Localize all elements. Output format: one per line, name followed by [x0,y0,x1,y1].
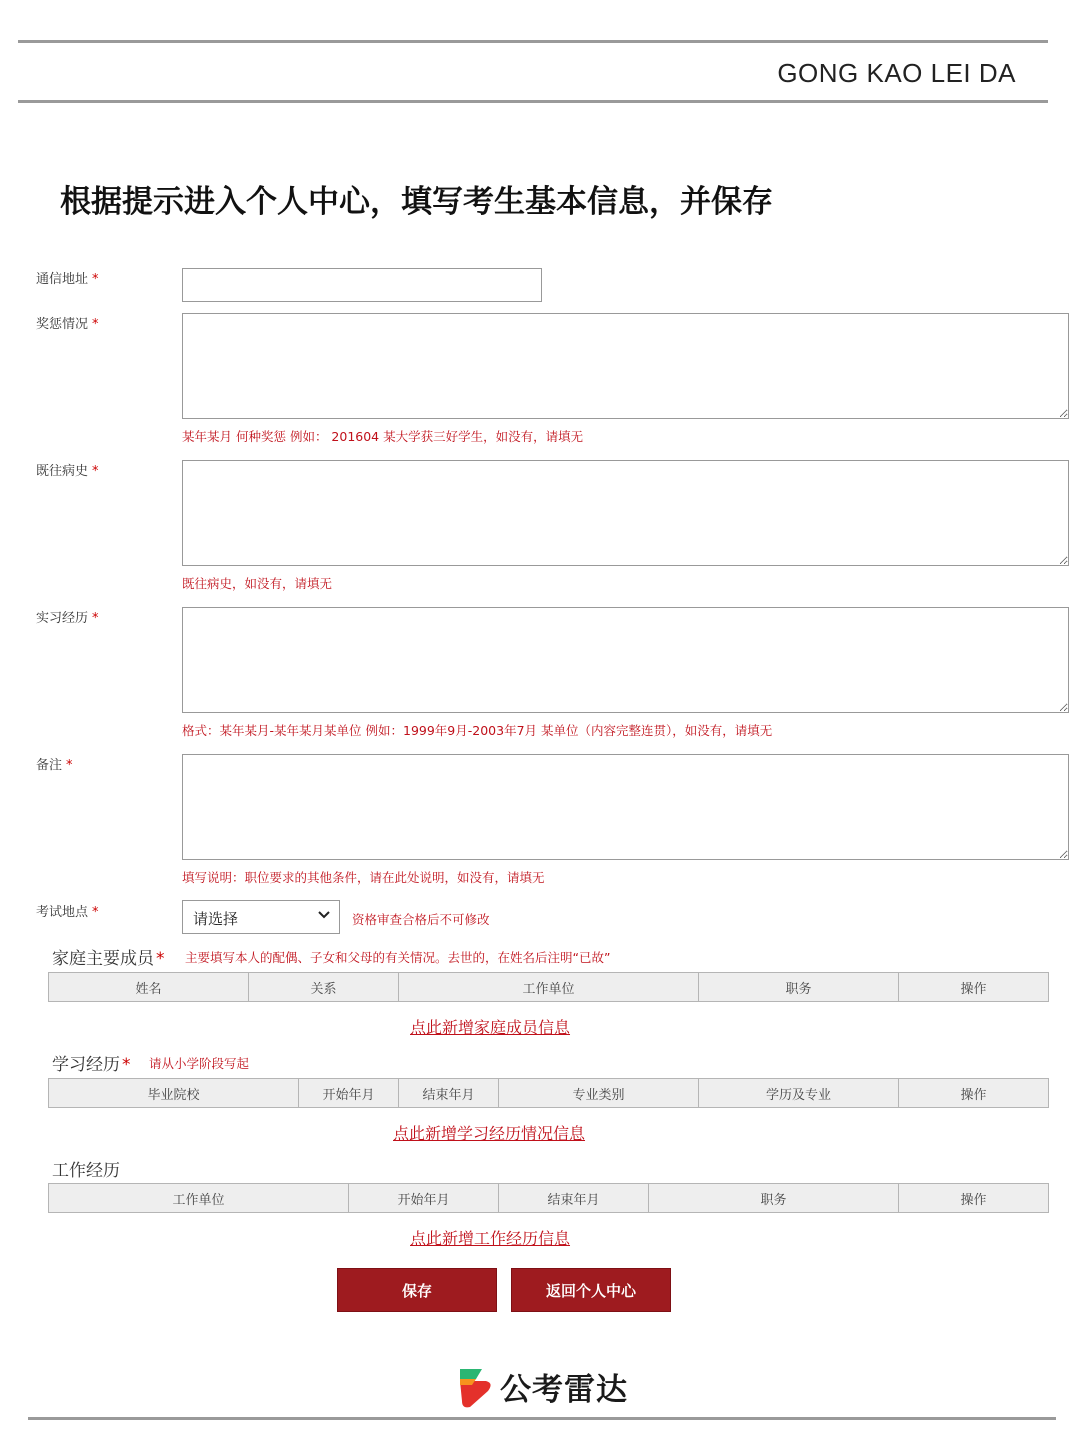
footer-logo-text: 公考雷达 [500,1372,628,1408]
column-header: 工作单位 [399,973,699,1002]
column-header: 结束年月 [399,1079,499,1108]
internship-textarea[interactable] [182,607,1069,713]
history-hint: 既往病史，如没有，请填无 [182,576,333,591]
work-table [48,1183,1049,1213]
required-mark: * [92,272,99,287]
column-header: 毕业院校 [49,1079,299,1108]
address-label: 通信地址 * [36,272,99,287]
add-family-member-link[interactable]: 点此新增家庭成员信息 [410,1018,571,1037]
required-mark: * [66,758,73,773]
column-header: 开始年月 [299,1079,399,1108]
required-mark: * [92,611,99,626]
add-work-link[interactable]: 点此新增工作经历信息 [410,1229,571,1248]
header-bottom-rule [18,100,1048,103]
family-section-title: 家庭主要成员 * [52,949,165,969]
history-textarea[interactable] [182,460,1069,566]
column-header: 姓名 [49,973,249,1002]
radar-logo-icon [456,1365,494,1409]
table-header-row [49,1079,1049,1108]
awards-hint: 某年某月 何种奖惩 例如： 201604 某大学获三好学生，如没有，请填无 [182,429,584,444]
column-header: 关系 [249,973,399,1002]
location-note: 资格审查合格后不可修改 [352,912,490,927]
internship-label: 实习经历 * [36,611,99,626]
address-input[interactable] [182,268,542,302]
add-study-link[interactable]: 点此新增学习经历情况信息 [393,1124,586,1143]
page-title: 根据提示进入个人中心，填写考生基本信息，并保存 [60,184,773,220]
study-note: 请从小学阶段写起 [149,1056,250,1071]
table-header-row [49,973,1049,1002]
column-header: 职务 [649,1184,899,1213]
header-brand: GONG KAO LEI DA [777,58,1016,88]
study-section-title: 学习经历 * [52,1055,131,1075]
table-header-row [49,1184,1049,1213]
location-select-value: 请选择 [193,910,239,928]
header-top-rule [18,40,1048,43]
work-section-title: 工作经历 [52,1161,120,1181]
study-table [48,1078,1049,1108]
remark-label: 备注 * [36,758,73,773]
column-header: 操作 [899,1079,1049,1108]
awards-label: 奖惩情况 * [36,317,99,332]
remark-textarea[interactable] [182,754,1069,860]
required-mark: * [122,1055,131,1075]
column-header: 专业类别 [499,1079,699,1108]
location-label: 考试地点 * [36,905,99,920]
footer-rule [28,1417,1056,1420]
required-mark: * [156,949,165,969]
required-mark: * [92,317,99,332]
column-header: 开始年月 [349,1184,499,1213]
remark-hint: 填写说明：职位要求的其他条件，请在此处说明，如没有，请填无 [182,870,545,885]
required-mark: * [92,905,99,920]
family-table [48,972,1049,1002]
back-to-profile-button[interactable]: 返回个人中心 [511,1268,671,1312]
location-select[interactable] [182,900,340,934]
footer-logo [456,1364,628,1409]
column-header: 结束年月 [499,1184,649,1213]
history-label: 既往病史 * [36,464,99,479]
column-header: 操作 [899,973,1049,1002]
column-header: 操作 [899,1184,1049,1213]
internship-hint: 格式：某年某月-某年某月某单位 例如：1999年9月-2003年7月 某单位（内容完整连贯），如没有，请填无 [182,723,773,738]
family-note: 主要填写本人的配偶、子女和父母的有关情况。去世的，在姓名后注明“已故” [185,950,611,965]
required-mark: * [92,464,99,479]
save-button[interactable]: 保存 [337,1268,497,1312]
awards-textarea[interactable] [182,313,1069,419]
column-header: 职务 [699,973,899,1002]
column-header: 工作单位 [49,1184,349,1213]
column-header: 学历及专业 [699,1079,899,1108]
chevron-down-icon [317,907,331,925]
